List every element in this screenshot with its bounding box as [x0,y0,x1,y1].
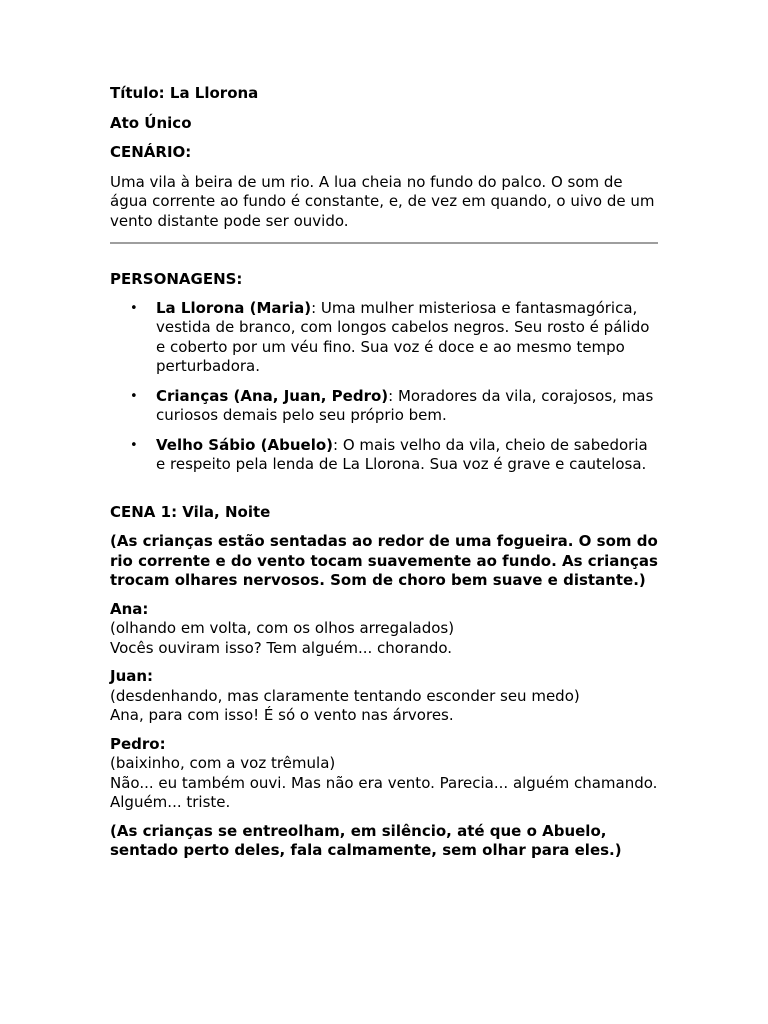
character-name: Crianças (Ana, Juan, Pedro) [156,386,389,405]
stage-direction: (As crianças se entreolham, em silêncio, até que o Abuelo, sentado perto deles, fala calmamente, sem olhar para eles.) [110,821,622,859]
section-divider [110,242,658,244]
character-name: Velho Sábio (Abuelo) [156,435,333,454]
character-item [110,299,658,377]
speaker-name: Juan: [110,667,154,685]
character-description: : Moradores da vila, corajosos, mas curiosos demais pelo seu próprio bem. [156,386,654,424]
dialogue-line: Vocês ouviram isso? Tem alguém... chorando. [110,638,453,657]
dialogue-direction: (baixinho, com a voz trêmula) [110,754,336,772]
bullet-icon: • [130,388,138,404]
dialogue-block [110,735,658,813]
play-title: Título: La Llorona [110,84,259,102]
dialogue-direction: (olhando em volta, com os olhos arregalados) [110,619,455,637]
dialogue-direction: (desdenhando, mas claramente tentando esconder seu medo) [110,686,580,705]
scenario-description: Uma vila à beira de um rio. A lua cheia no fundo do palco. O som de água corrente ao fundo é constante, e, de vez em quando, o uivo de um vento distante pode ser ouvido. [110,172,655,230]
bullet-icon: • [130,437,138,453]
character-description: : O mais velho da vila, cheio de sabedoria e respeito pela lenda de La Llorona. Sua voz é grave e cautelosa. [156,435,648,473]
speaker-name: Ana: [110,599,149,618]
dialogue-line: Ana, para com isso! É só o vento nas árvores. [110,706,454,724]
dialogue-line: Não... eu também ouvi. Mas não era vento. Parecia... alguém chamando. Alguém... triste. [110,773,658,811]
document-page [110,84,658,861]
stage-direction: (As crianças estão sentadas ao redor de uma fogueira. O som do rio corrente e do vento tocam suavemente ao fundo. As crianças trocam olhares nervosos. Som de choro bem suave e distante.) [110,532,658,589]
character-description: : Uma mulher misteriosa e fantasmagórica, vestida de branco, com longos cabelos negros. Seu rosto é pálido e coberto por um véu fino. Sua voz é doce e ao mesmo tempo perturbadora. [156,298,650,375]
scenario-heading: CENÁRIO: [110,143,192,161]
characters-list [110,299,658,475]
character-item [110,387,658,426]
bullet-icon: • [130,300,138,316]
character-name: La Llorona (Maria) [156,298,312,317]
characters-heading: PERSONAGENS: [110,270,243,288]
character-item [110,436,658,475]
act-heading: Ato Único [110,113,192,132]
dialogue-block [110,667,658,726]
speaker-name: Pedro: [110,734,166,753]
scene-heading: CENA 1: Vila, Noite [110,502,271,521]
dialogue-block [110,600,658,659]
